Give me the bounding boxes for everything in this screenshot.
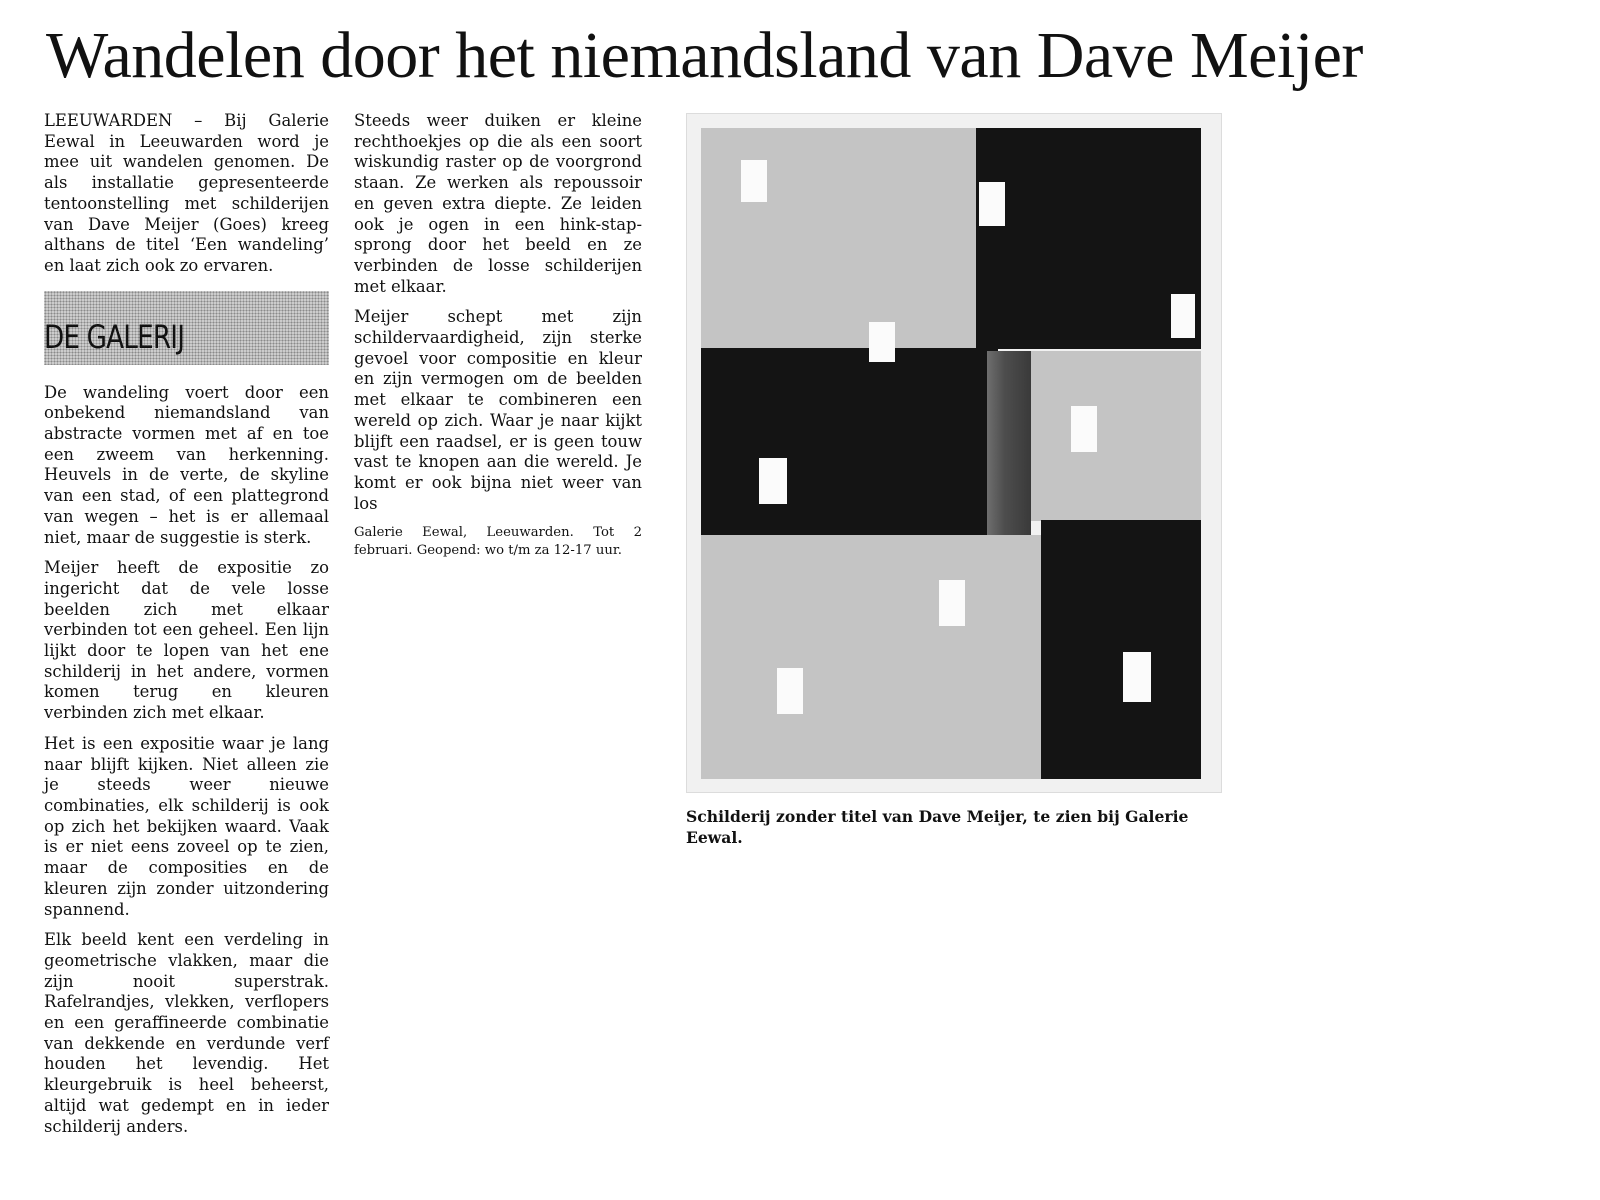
exhibition-info: Galerie Eewal, Leeuwarden. Tot 2 februari. Geopend: wo t/m za 12-17 uur.	[354, 525, 642, 559]
column-1	[44, 111, 329, 1147]
body-paragraph: Het is een expositie waar je lang naar blijft kijken. Niet alleen zie je steeds weer nieuwe combinaties, elk schilderij is ook op zich het bekijken waard. Vaak is er niet eens zoveel op te zien, maar de composities en de kleuren zijn zonder uitzondering spannend.	[44, 733, 329, 919]
section-kicker: DE GALERIJ	[44, 317, 185, 356]
body-paragraph: De wandeling voert door een onbekend niemandsland van abstracte vormen met af en toe een zweem van herkenning. Heuvels in de verte, de skyline van een stad, of een plattegrond van wegen – het is er allemaal niet, maar de suggestie is sterk.	[44, 382, 329, 547]
painting-block-dark	[701, 348, 998, 535]
headline: Wandelen door het niemandsland van Dave Meijer	[46, 19, 1363, 92]
painting-block-light	[1031, 351, 1201, 521]
body-paragraph: Meijer schept met zijn schildervaardigheid, zijn sterke gevoel voor compositie en kleur en zijn vermogen om de beelden met elkaar te combineren een wereld op zich. Waar je naar kijkt blijft een raadsel, er is geen touw vast te knopen aan die wereld. Je komt er ook bijna niet weer van los	[354, 307, 642, 513]
column-2	[354, 111, 642, 570]
painting-marker	[979, 182, 1005, 226]
painting-marker	[741, 160, 767, 202]
painting-marker	[777, 668, 803, 714]
painting-marker	[869, 322, 895, 362]
painting-block-dark	[976, 128, 1201, 349]
painting-photo	[686, 113, 1222, 793]
painting-marker	[1171, 294, 1195, 338]
painting-seam	[987, 351, 1031, 535]
painting-block-light	[701, 535, 1041, 779]
body-paragraph: Steeds weer duiken er kleine rechthoekjes op die als een soort wiskundig raster op de voorgrond staan. Ze werken als repoussoir en geven extra diepte. Ze leiden ook je ogen in een hink-stap-sprong door het beeld en ze verbinden de losse schilderijen met elkaar.	[354, 111, 642, 296]
painting-marker	[939, 580, 965, 626]
painting-marker	[759, 458, 787, 504]
photo-caption: Schilderij zonder titel van Dave Meijer, te zien bij Galerie Eewal.	[686, 807, 1189, 847]
body-paragraph: Elk beeld kent een verdeling in geometrische vlakken, maar die zijn nooit superstrak. Rafelrandjes, vlekken, verflopers en een geraffineerde combinatie van dekkende en verdunde verf houden het levendig. Het kleurgebruik is heel beheerst, altijd wat gedempt en in ieder schilderij anders.	[44, 930, 329, 1136]
body-paragraph: Meijer heeft de expositie zo ingericht dat de vele losse beelden zich met elkaar verbinden tot een geheel. Een lijn lijkt door te lopen van het ene schilderij in het andere, vormen komen terug en kleuren verbinden zich met elkaar.	[44, 558, 329, 723]
painting-block-dark	[1041, 520, 1201, 779]
intro-paragraph: LEEUWARDEN – Bij Galerie Eewal in Leeuwarden word je mee uit wandelen genomen. De als installatie gepresenteerde tentoonstelling met schilderijen van Dave Meijer (Goes) kreeg althans de titel ‘Een wandeling’ en laat zich ook zo ervaren.	[44, 111, 329, 275]
painting-marker	[1123, 652, 1151, 702]
section-kicker-box	[44, 291, 329, 365]
painting-marker	[1071, 406, 1097, 452]
